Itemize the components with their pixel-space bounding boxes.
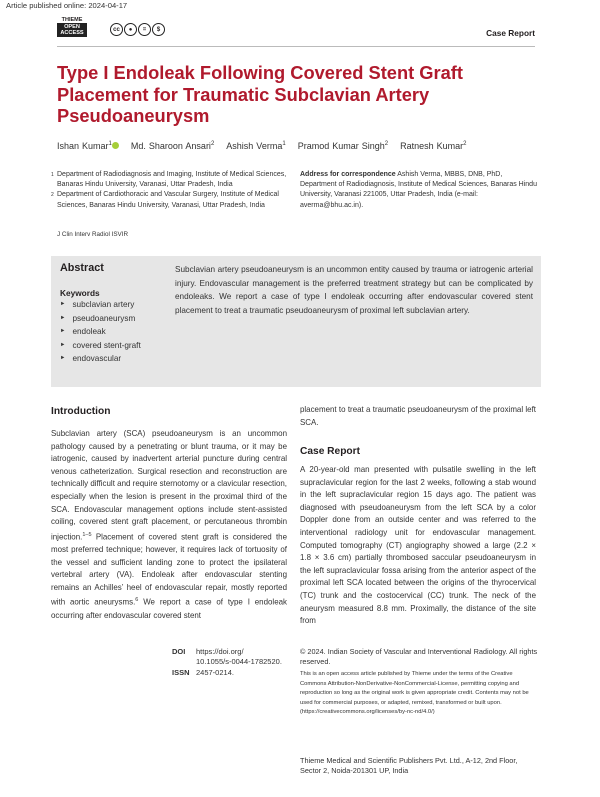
logo-open-access-text bbox=[57, 23, 87, 37]
author[interactable]: Pramod Kumar Singh$^2$ bbox=[297, 141, 389, 151]
orcid-icon[interactable] bbox=[112, 142, 119, 149]
keyword-list bbox=[60, 298, 141, 366]
creative-commons-icons bbox=[110, 23, 165, 36]
logo-open: OPEN bbox=[64, 24, 80, 30]
affiliations bbox=[51, 170, 287, 211]
doi-label: DOI bbox=[172, 647, 186, 656]
by-icon: ● bbox=[124, 23, 137, 36]
issn-value: 2457-0214. bbox=[196, 667, 234, 677]
doi-link[interactable]: 10.1055/s-0044-1782520. bbox=[196, 657, 282, 667]
citation[interactable]: 1–5 bbox=[82, 531, 92, 538]
author[interactable]: Ashish Verma$^1$ bbox=[226, 141, 286, 151]
publisher-address: Thieme Medical and Scientific Publishers Pvt. Ltd., A-12, 2nd Floor, Sector 2, Noida-201301 UP, India bbox=[300, 756, 518, 776]
author[interactable]: Ishan Kumar$^1$ bbox=[57, 141, 112, 151]
publication-date: Article published online: 2024-04-17 bbox=[6, 1, 128, 10]
introduction-heading: Introduction bbox=[51, 406, 111, 417]
copyright: © 2024. Indian Society of Vascular and Interventional Radiology. All rights reserved. bbox=[300, 647, 538, 667]
author[interactable]: Ratnesh Kumar$^2$ bbox=[400, 141, 467, 151]
cc-icon: cc bbox=[110, 23, 123, 36]
case-report-text: A 20-year-old man presented with pulsatile swelling in the left supraclavicular region for the last 2 weeks, following a stab wound in the left supraclavicular region 15 days ago. The patient was diagnosed with pseudoaneurysm from the left SCA by a color Doppler done from an outside center and was referred to the interventional radiology unit for endovascular management. Computed tomography (CT) angiography showed a large (2.2 × 1.8 × 3.6 cm) partially thrombosed saccular pseudoaneurysm in the left supraclavicular fossa arising from the anterior aspect of the proximal left SCA located between the origins of the thyrocervical (TC) trunk and the costocervical (CC) trunk. The neck of the aneurysm measured 8.8 mm. Proximally, the distance of the site from bbox=[300, 465, 536, 626]
nd-icon: = bbox=[138, 23, 151, 36]
affiliation: 2 Department of Cardiothoracic and Vascular Surgery, Institute of Medical Sciences, Banaras Hindu University, Varanasi, Uttar Pradesh, India bbox=[51, 191, 279, 209]
keyword-item: ► subclavian artery bbox=[60, 298, 141, 312]
abstract-heading: Abstract bbox=[60, 262, 104, 274]
affiliation: 1 Department of Radiodiagnosis and Imaging, Institute of Medical Sciences, Banaras Hindu University, Varanasi, Uttar Pradesh, India bbox=[51, 171, 287, 189]
thieme-open-access-logo bbox=[57, 17, 87, 41]
article-type: Case Report bbox=[486, 28, 535, 38]
keyword-item: ► covered stent-graft bbox=[60, 339, 141, 353]
author[interactable]: Md. Sharoon Ansari$^2$ bbox=[130, 141, 215, 151]
citation[interactable]: 6 bbox=[135, 597, 139, 604]
keywords-heading: Keywords bbox=[60, 288, 100, 298]
keyword-item: ► endoleak bbox=[60, 325, 141, 339]
issn-label: ISSN bbox=[172, 667, 190, 677]
header-divider bbox=[57, 46, 535, 47]
logo-thieme-text: THIEME bbox=[61, 17, 83, 23]
keyword-item: ► pseudoaneurysm bbox=[60, 312, 141, 326]
introduction-text: Subclavian artery (SCA) pseudoaneurysm is an uncommon pathology caused by a penetrating or blunt trauma, or it may be iatrogenic, caused by inadvertent arterial puncture during central venous catheterization. Surgical resection and reconstruction are technically difficult and require sternotomy or a clavicular resection, especially when the lesion is present in the proximal third of the SCA. Endovascular management options include stent-assisted coiling, covered stent graft placement, or percutaneous thrombin injection.$^{1-5}$ Placement of covered stent graft is considered the most preferred technique; however, it requires lack of tortuosity of the vessel and sufficient landing zone to protect the ipsilateral vertebral artery (VA). Endoleak after endovascular stenting remains an Achilles’ heel of endovascular repair, mostly reported with aortic aneurysms.$^6$ We report a case of type I endoleak occurring after endovascular covered stent bbox=[51, 429, 287, 620]
abstract-text: Subclavian artery pseudoaneurysm is an uncommon entity caused by trauma or iatrogenic arterial injury. Endovascular management is the preferred treatment strategy but can be complicated by endoleaks. We report a case of type I endoleak occurring after endovascular covered stent placement to treat a traumatic pseudoaneurysm of proximal left subclavian artery. bbox=[175, 265, 533, 315]
doi-block bbox=[172, 647, 282, 678]
correspondence-text: Ashish Verma, MBBS, DNB, PhD, Department of Radiodiagnosis, Institute of Medical Sciences, Banaras Hindu University, Varanasi 221005, Uttar Pradesh, India (e-mail: averma@bhu.ac.in). bbox=[300, 171, 537, 209]
introduction-continued: placement to treat a traumatic pseudoaneurysm of the proximal left SCA. bbox=[300, 405, 536, 427]
logo-access: ACCESS bbox=[60, 30, 84, 36]
correspondence-address bbox=[300, 170, 540, 211]
keyword-item: ► endovascular bbox=[60, 352, 141, 366]
author-list bbox=[57, 141, 466, 151]
license-text: This is an open access article published by Thieme under the terms of the Creative Commons Attribution-NonDerivative-NonCommercial-License, permitting copying and reproduction so long as the original work is given appropriate credit. Contents may not be used for commercial purposes, or adapted, remixed, transformed or built upon. (https://creativecommons.org/licenses/by-nc-nd/4.0/) bbox=[300, 671, 529, 715]
journal-name: J Clin Interv Radiol ISVIR bbox=[57, 231, 129, 238]
nc-icon: $ bbox=[152, 23, 165, 36]
case-report-heading: Case Report bbox=[300, 446, 361, 457]
correspondence-label: Address for correspondence bbox=[300, 171, 396, 178]
doi-link[interactable]: https://doi.org/ bbox=[196, 647, 244, 656]
article-title: Type I Endoleak Following Covered Stent Graft Placement for Traumatic Subclavian Artery Pseudoaneurysm bbox=[57, 62, 463, 126]
